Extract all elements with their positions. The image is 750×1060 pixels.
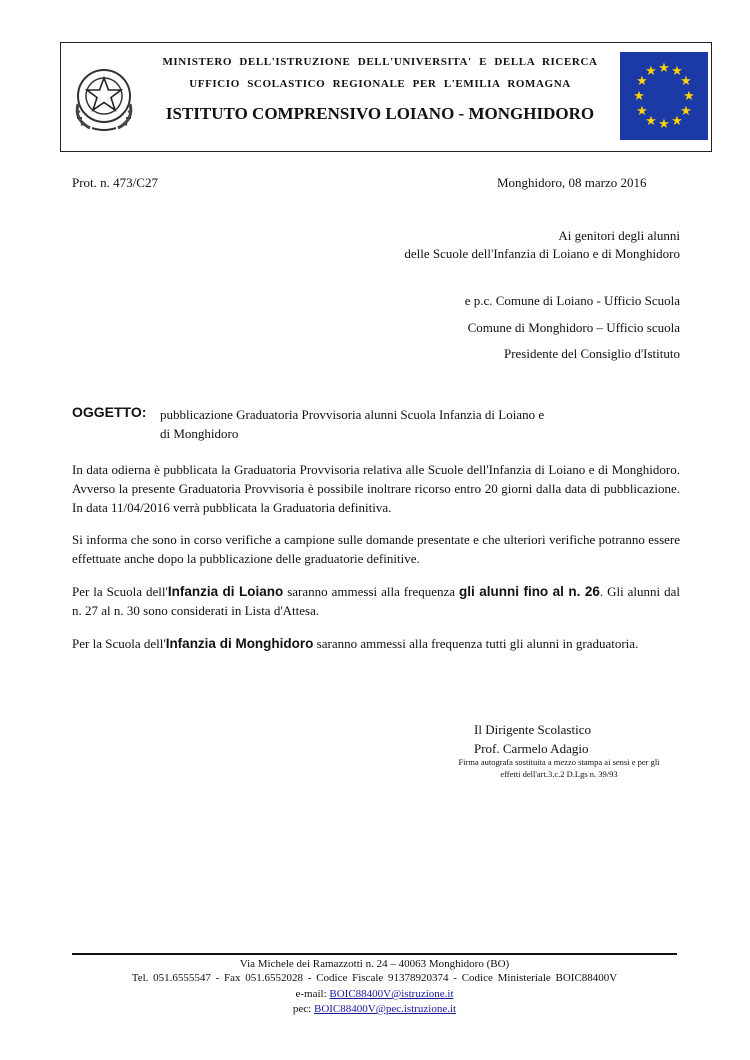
cc-line-2: Comune di Monghidoro – Ufficio scuola	[467, 320, 680, 335]
signature-note-line-1: Firma autografa sostituita a mezzo stampa ai sensi e per gli	[458, 757, 660, 767]
signatory-name: Prof. Carmelo Adagio	[474, 741, 589, 756]
email-link[interactable]: BOIC88400V@istruzione.it	[329, 988, 454, 1000]
p3-part-a: Per la Scuola dell'	[72, 584, 168, 599]
protocol-number: Prot. n. 473/C27	[72, 175, 158, 190]
subject-text-line-2: di Monghidoro	[160, 426, 239, 441]
footer-pec	[72, 1003, 677, 1015]
svg-text:★: ★	[658, 117, 670, 132]
eu-flag-icon	[620, 52, 708, 140]
svg-text:★: ★	[683, 89, 695, 104]
svg-text:★: ★	[671, 64, 683, 79]
footer-divider	[72, 953, 677, 955]
signature-note	[424, 756, 694, 780]
pec-link[interactable]: BOIC88400V@pec.istruzione.it	[313, 1003, 457, 1015]
svg-text:★: ★	[645, 114, 657, 129]
pec-label: pec:	[292, 1003, 314, 1015]
institute-name: ISTITUTO COMPRENSIVO LOIANO - MONGHIDORO	[165, 104, 595, 123]
svg-text:★: ★	[658, 61, 670, 76]
subject-text-line-1: pubblicazione Graduatoria Provvisoria alunni Scuola Infanzia di Loiano e	[160, 407, 545, 422]
svg-text:★: ★	[645, 64, 657, 79]
p3-part-c: saranno ammessi alla frequenza	[283, 584, 460, 599]
paragraph-loiano	[72, 582, 680, 620]
footer-address: Via Michele dei Ramazzotti n. 24 – 40063 Monghidoro (BO)	[239, 958, 510, 970]
p3-part-e: . Gli alunni dal n. 27 al n. 30 sono considerati in Lista d'Attesa.	[72, 584, 680, 618]
svg-text:★: ★	[636, 104, 648, 119]
svg-text:★: ★	[671, 114, 683, 129]
footer-contacts: Tel. 051.6555547 - Fax 051.6552028 - Codice Fiscale 91378920374 - Codice Ministeriale BOIC88400V	[131, 972, 618, 984]
p4-part-c: saranno ammessi alla frequenza tutti gli alunni in graduatoria.	[313, 636, 639, 651]
email-label: e-mail:	[295, 988, 330, 1000]
signatory-title: Il Dirigente Scolastico	[474, 722, 591, 737]
paragraph-publication: In data odierna è pubblicata la Graduatoria Provvisoria relativa alle Scuole dell'Infanzia di Loiano e di Monghidoro. Avverso la presente Graduatoria Provvisoria è possibile inoltrare ricorso entro 20 giorni dalla data di pubblicazione. In data 11/04/2016 verrà pubblicata la Graduatoria definitiva.	[72, 462, 680, 515]
cc-line-3: Presidente del Consiglio d'Istituto	[503, 346, 680, 361]
italian-republic-emblem-icon	[70, 62, 138, 134]
signature-note-line-2: effetti dell'art.3.c.2 D.Lgs n. 39/93	[500, 769, 618, 779]
subject-text	[160, 405, 640, 443]
p3-school-name: Infanzia di Loiano	[167, 584, 284, 599]
p3-admission-limit: gli alunni fino al n. 26	[459, 584, 600, 599]
regional-office-name: UFFICIO SCOLASTICO REGIONALE PER L'EMILIA ROMAGNA	[189, 78, 571, 90]
subject-label: OGGETTO:	[72, 404, 147, 420]
p4-part-a: Per la Scuola dell'	[72, 636, 166, 651]
ministry-name: MINISTERO DELL'ISTRUZIONE DELL'UNIVERSITA' E DELLA RICERCA	[162, 56, 598, 68]
paragraph-verification: Si informa che sono in corso verifiche a campione sulle domande presentate e che ulteriori verifiche potranno essere effettuate anche dopo la pubblicazione delle graduatorie definitive.	[72, 532, 680, 566]
paragraph-monghidoro	[72, 634, 680, 653]
svg-text:★: ★	[680, 74, 692, 89]
p4-school-name: Infanzia di Monghidoro	[165, 636, 314, 651]
recipient-line-1: Ai genitori degli alunni	[558, 228, 680, 243]
place-date: Monghidoro, 08 marzo 2016	[497, 175, 647, 190]
svg-text:★: ★	[680, 104, 692, 119]
svg-text:★: ★	[636, 74, 648, 89]
recipient-line-2: delle Scuole dell'Infanzia di Loiano e di Monghidoro	[404, 246, 680, 261]
svg-text:★: ★	[633, 89, 645, 104]
cc-line-1: e p.c. Comune di Loiano - Ufficio Scuola	[464, 293, 680, 308]
footer-email	[72, 988, 677, 1000]
